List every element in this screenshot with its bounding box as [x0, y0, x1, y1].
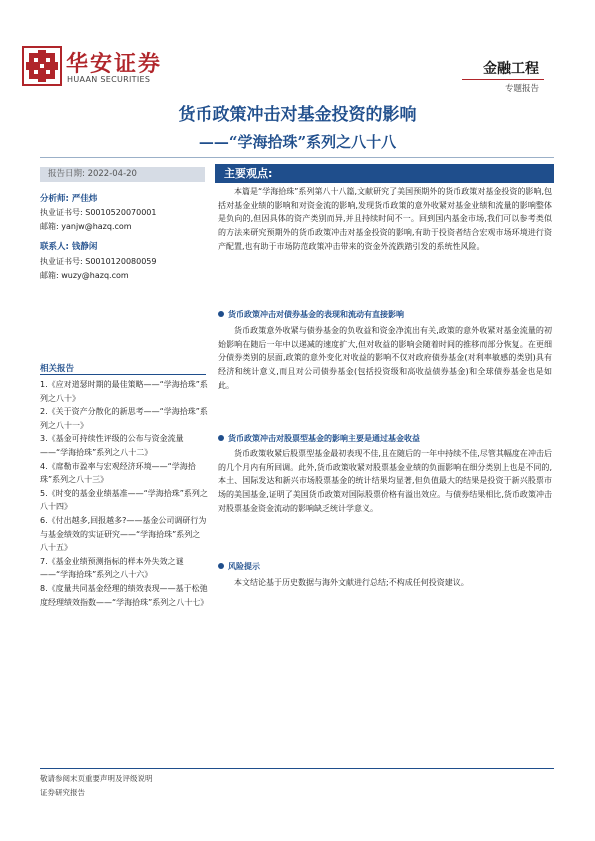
- analyst-name: 分析师: 严佳炜: [40, 194, 98, 204]
- report-date: 报告日期: 2022-04-20: [40, 167, 205, 182]
- footer-disclaimer: 敬请参阅末页重要声明及评级说明: [40, 774, 153, 783]
- section-heading-equity: [218, 433, 420, 444]
- footer-divider: [40, 768, 554, 769]
- section-heading-bond: [218, 309, 404, 320]
- bullet-icon: [218, 435, 224, 441]
- contact-cert: 执业证书号: S0010120080059: [40, 257, 157, 266]
- section-body-equity: 货币政策收紧后股票型基金最初表现不佳,且在随后的一年中持续不佳,尽管其幅度在冲击后的几个月内有所回调。此外,货币政策收紧对股票基金业绩的负面影响在细分类别上也是不同的,本土、国际发达和新兴市场股票基金的统计结果均显著,但负值最大的结果是投资于新兴股票市场的美国基金,证明了美国货币政策对国际股票价格有溢出效应。与债券结果相比,货币政策冲击对股票基金资金流动的影响缺乏统计学意义。: [218, 449, 552, 513]
- bullet-icon: [218, 563, 224, 569]
- footer-report-label: 证券研究报告: [40, 788, 85, 797]
- company-name-cn: 华安证券: [66, 51, 163, 77]
- related-reports-list: [40, 378, 208, 609]
- section-title: 货币政策冲击对债券基金的表现和流动有直接影响: [228, 310, 404, 319]
- report-title: 货币政策冲击对基金投资的影响: [178, 105, 417, 125]
- summary-paragraph: 本篇是“学海拾珠”系列第八十八篇,文献研究了美国预期外的货币政策对基金投资的影响,包括对基金业绩的影响和对资金流的影响,发现货币政策的意外收紧对基金业绩和流量的影响整体是负向的,但因具体的资产类别而异,并且持续时间不一。回到国内基金市场,我们可以参考类似的方法来研究预期外的货币政策冲击对基金投资的影响,有助于投资者结合宏观市场环境进行资产配置,也有助于市场防范政策冲击带来的资金外流跌踏引发的系统性风险。: [218, 187, 552, 251]
- contact-name: 联系人: 钱静闲: [40, 242, 98, 252]
- report-type: 金融工程: [483, 61, 539, 77]
- analyst-email: 邮箱: yanjw@hazq.com: [40, 222, 132, 231]
- related-report-item[interactable]: 4.《席勒市盈率与宏观经济环境——“学海拾珠”系列之八十三》: [40, 461, 196, 485]
- analyst-cert: 执业证书号: S0010520070001: [40, 208, 157, 217]
- related-report-item[interactable]: 6.《付出越多,回报越多?——基金公司调研行为与基金绩效的实证研究——“学海拾珠”系列之八十五》: [40, 515, 207, 553]
- related-report-item[interactable]: 8.《度量共同基金经理的绩效表现——基于松弛度经理绩效指数——“学海拾珠”系列之八十七》: [40, 583, 209, 607]
- header-divider: [462, 79, 544, 80]
- main-points-heading: 主要观点:: [224, 167, 273, 180]
- title-divider: [40, 157, 554, 158]
- related-report-item[interactable]: 3.《基金可持续性评级的公布与资金流量——“学海拾珠”系列之八十二》: [40, 434, 184, 457]
- related-reports-heading: 相关报告: [40, 364, 75, 374]
- related-report-item[interactable]: 5.《时变的基金业绩基准——“学海拾珠”系列之八十四》: [40, 488, 208, 512]
- related-reports-divider: [40, 374, 206, 375]
- report-subtitle: ——“学海拾珠”系列之八十八: [198, 133, 397, 151]
- section-body-bond: 货币政策意外收紧与债券基金的负收益和资金净流出有关,政策的意外收紧对基金流量的初始影响在随后一年中以递减的速度扩大,但对收益的影响会随着时间的推移而部分恢复。在更细分债券类别的层面,政策的意外变化对收益的影响不仅对政府债券基金(对利率敏感的类别)具有经济和统计意义,而且对公司债券基金(包括投资级和高收益债券基金)和全球债券基金也是如此。: [218, 326, 552, 390]
- related-report-item[interactable]: 7.《基金业绩预测指标的样本外失效之谜——“学海拾珠”系列之八十六》: [40, 556, 184, 580]
- contact-email: 邮箱: wuzy@hazq.com: [40, 271, 129, 280]
- section-heading-risk: [218, 561, 260, 572]
- related-report-item[interactable]: 2.《关于资产分散化的新思考——“学海拾珠”系列之八十一》: [40, 407, 208, 430]
- section-body-risk: 本文结论基于历史数据与海外文献进行总结;不构成任何投资建议。: [234, 578, 469, 587]
- section-title: 风险提示: [228, 562, 260, 571]
- company-logo-mark: [22, 46, 62, 86]
- report-subtype: 专题报告: [504, 84, 539, 94]
- related-report-item[interactable]: 1.《应对道瑟时期的最佳策略——“学海拾珠”系列之八十》: [40, 380, 208, 403]
- company-name-en: HUAAN SECURITIES: [67, 75, 151, 84]
- section-title: 货币政策冲击对股票型基金的影响主要是通过基金收益: [228, 434, 420, 443]
- bullet-icon: [218, 311, 224, 317]
